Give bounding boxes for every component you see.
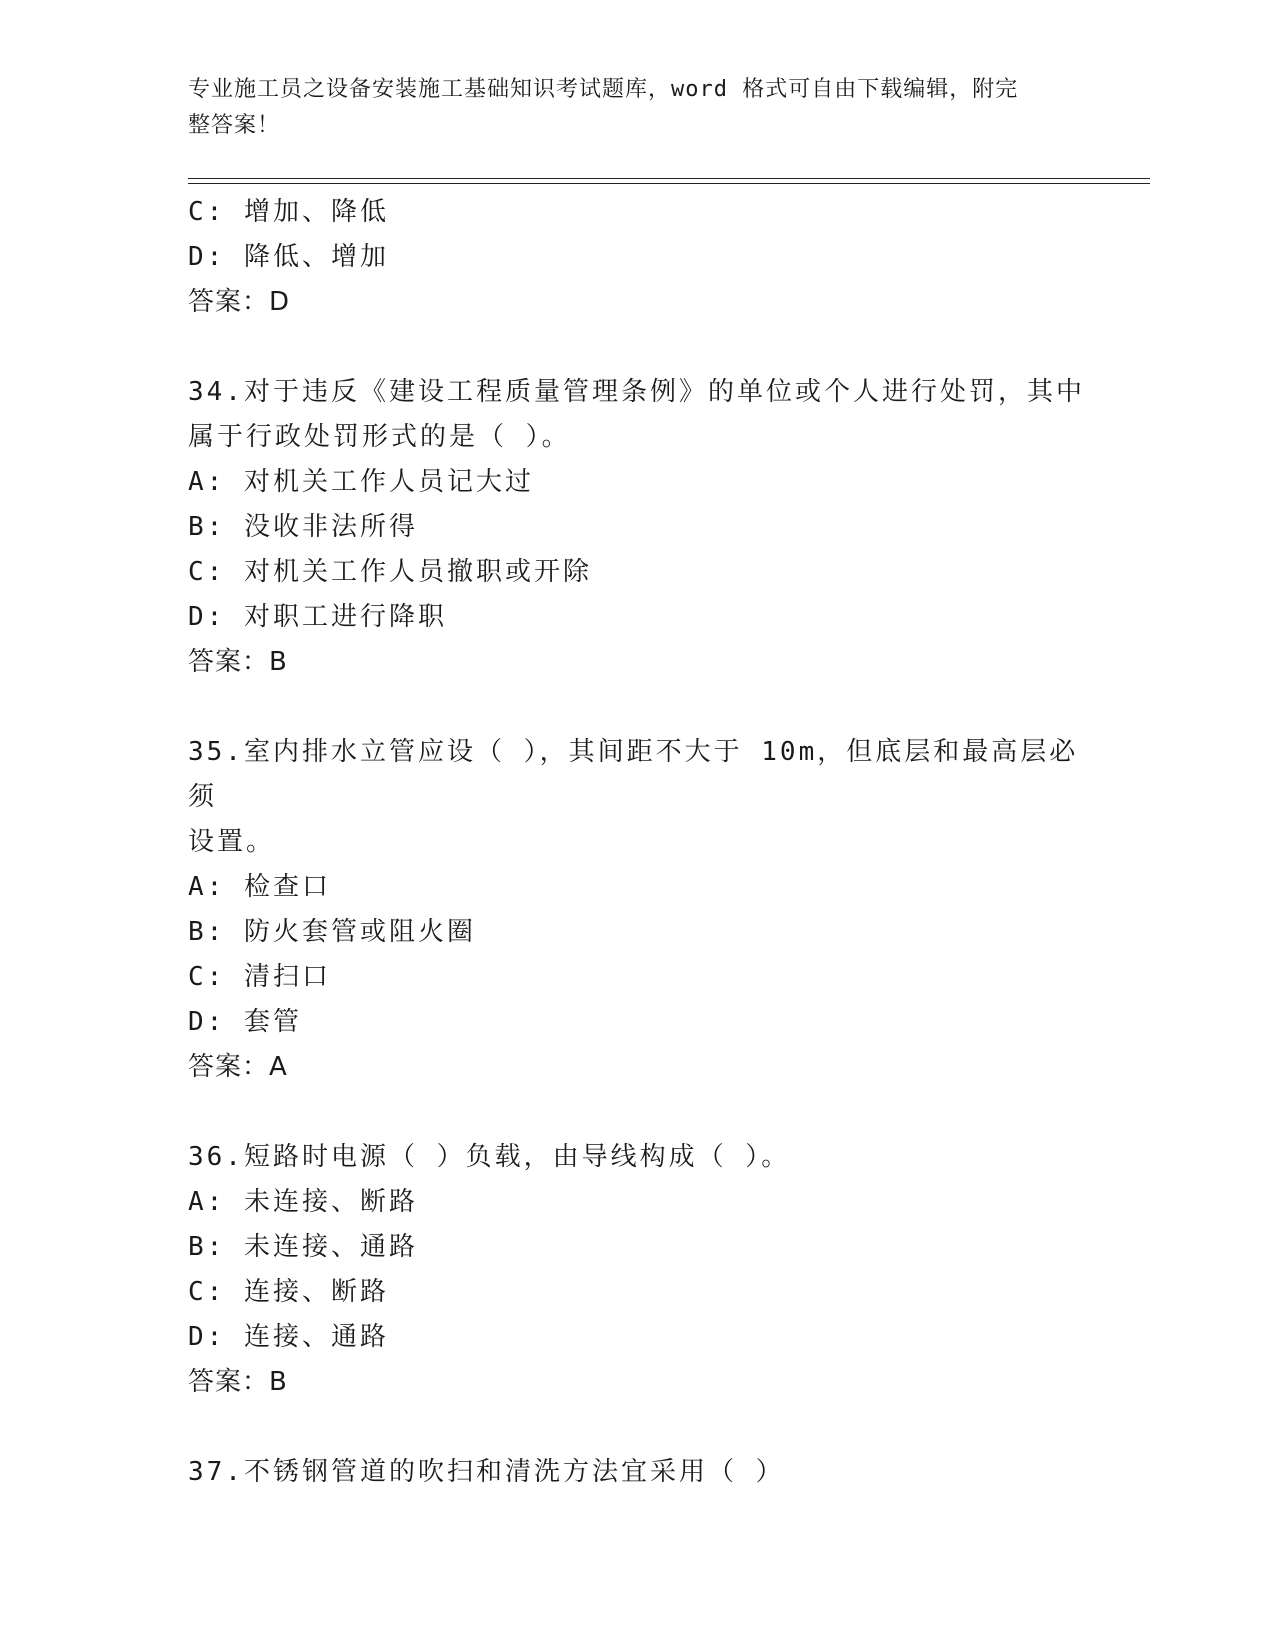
option-c: C: 连接、断路 [188, 1277, 389, 1307]
question-36 [188, 1135, 1088, 1405]
option-a: A: 检查口 [188, 872, 331, 902]
header-divider-bottom [188, 183, 1150, 184]
question-35 [188, 730, 1088, 1090]
spacer [188, 685, 1088, 730]
question-stem: 37.不锈钢管道的吹扫和清洗方法宜采用（ ） [188, 1457, 785, 1487]
question-33-tail [188, 190, 1088, 325]
answer-line [188, 1045, 1088, 1090]
answer-label: 答案： [188, 1052, 270, 1082]
option-a: A: 对机关工作人员记大过 [188, 467, 534, 497]
header-divider-top [188, 178, 1150, 179]
answer-value: D [269, 287, 291, 317]
option-d: D: 降低、增加 [188, 242, 389, 272]
answer-value: B [269, 647, 288, 677]
answer-value: B [269, 1367, 288, 1397]
page-header [188, 72, 1088, 144]
answer-line [188, 1360, 1088, 1405]
spacer [188, 325, 1088, 370]
option-a: A: 未连接、断路 [188, 1187, 418, 1217]
option-d: D: 对职工进行降职 [188, 602, 447, 632]
spacer [188, 1090, 1088, 1135]
question-stem-continued: 设置。 [188, 827, 276, 857]
answer-label: 答案： [188, 1367, 270, 1397]
answer-value: A [269, 1052, 288, 1082]
question-stem-continued: 属于行政处罚形式的是（ ）。 [188, 422, 571, 452]
option-d: D: 连接、通路 [188, 1322, 389, 1352]
header-line-1: 专业施工员之设备安装施工基础知识考试题库，word 格式可自由下载编辑，附完 [188, 77, 1019, 102]
answer-label: 答案： [188, 287, 270, 317]
spacer [188, 1405, 1088, 1450]
answer-line [188, 640, 1088, 685]
header-line-2: 整答案！ [188, 113, 281, 138]
answer-label: 答案： [188, 647, 270, 677]
option-c: C: 对机关工作人员撤职或开除 [188, 557, 592, 587]
option-c: C: 增加、降低 [188, 197, 389, 227]
question-stem: 36.短路时电源（ ）负载，由导线构成（ ）。 [188, 1142, 791, 1172]
question-34 [188, 370, 1088, 685]
option-d: D: 套管 [188, 1007, 302, 1037]
question-stem: 34.对于违反《建设工程质量管理条例》的单位或个人进行处罚，其中 [188, 377, 1085, 407]
answer-line [188, 280, 1088, 325]
document-body [188, 190, 1088, 1495]
option-b: B: 未连接、通路 [188, 1232, 418, 1262]
option-b: B: 没收非法所得 [188, 512, 418, 542]
option-c: C: 清扫口 [188, 962, 331, 992]
question-37 [188, 1450, 1088, 1495]
question-stem: 35.室内排水立管应设（ ），其间距不大于 10m，但底层和最高层必须 [188, 737, 1079, 812]
option-b: B: 防火套管或阻火圈 [188, 917, 476, 947]
